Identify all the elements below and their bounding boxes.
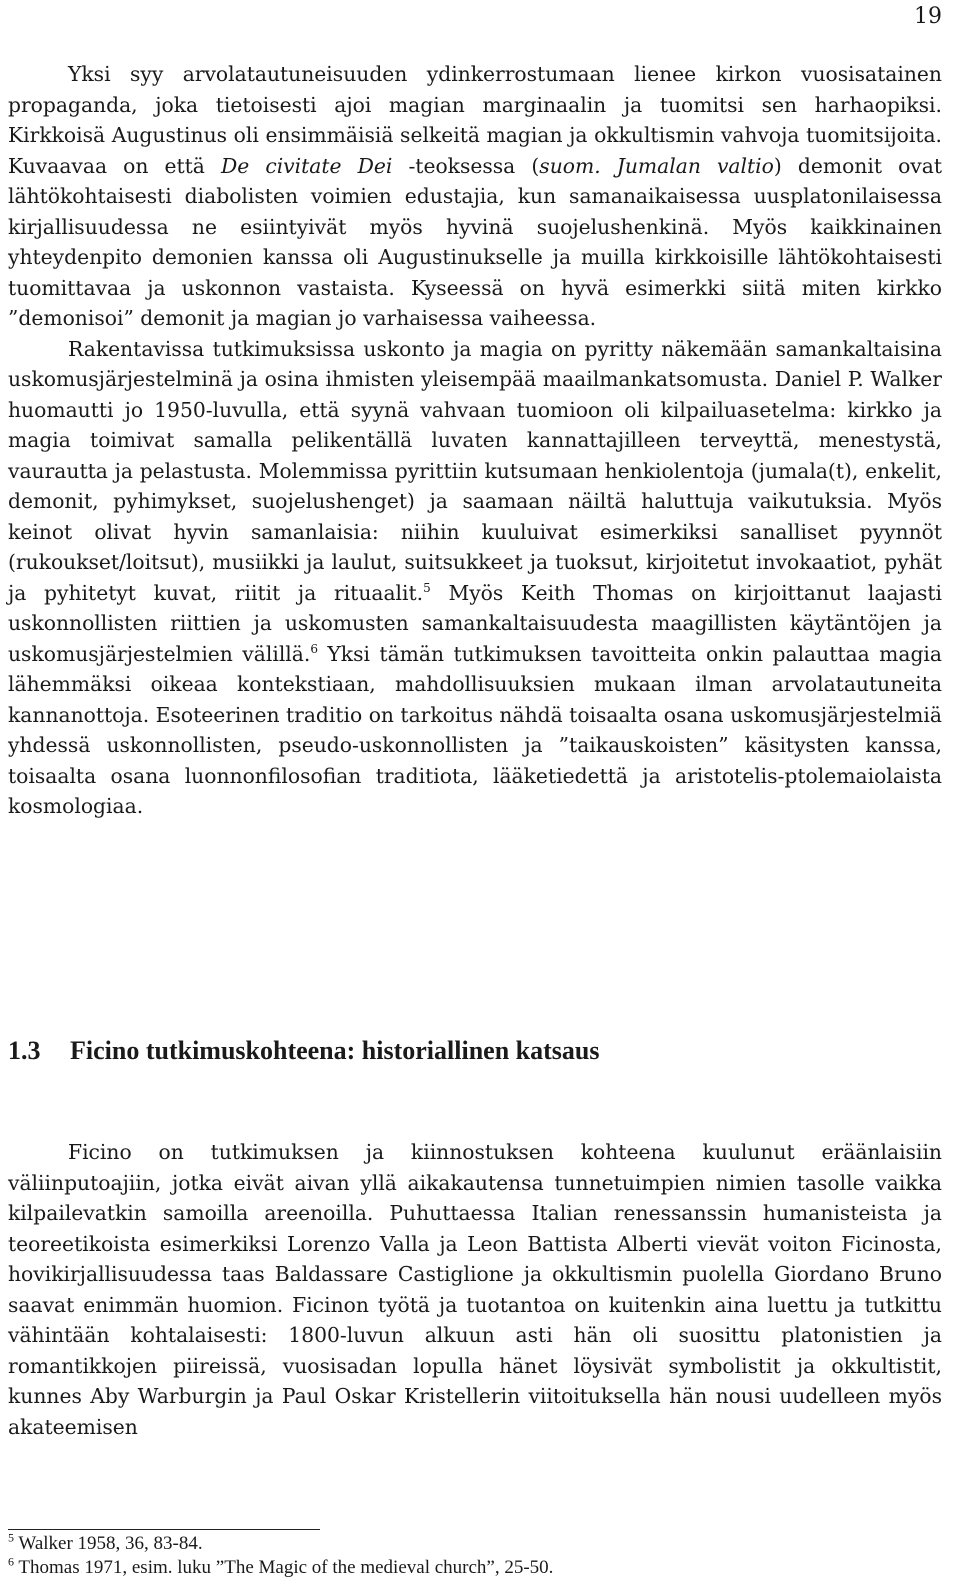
- italic-text: De civitate Dei: [220, 153, 393, 178]
- footnotes: [8, 1532, 553, 1580]
- page-number: 19: [914, 4, 942, 29]
- footnote-number: 5: [8, 1530, 14, 1545]
- footnote: [8, 1532, 553, 1556]
- footnote-text: Thomas 1971, esim. luku ”The Magic of the medieval church”, 25-50.: [14, 1557, 554, 1578]
- paragraph: [8, 1137, 942, 1442]
- section-title: Ficino tutkimuskohteena: historiallinen katsaus: [70, 1036, 600, 1065]
- text-run: -teoksessa (: [392, 153, 540, 178]
- section-heading: [8, 1036, 599, 1066]
- footnote: [8, 1556, 553, 1580]
- section-body-text-2: [8, 1137, 942, 1442]
- paragraph: [8, 334, 942, 822]
- italic-text: suom. Jumalan valtio: [539, 153, 774, 178]
- text-run: Ficino on tutkimuksen ja kiinnostuksen kohteena kuulunut eräänlaisiin väliinputoajiin, jotka eivät aivan yllä aikakautensa tunnetuimpien nimien tasolle vaikka kilpailevatkin samoilla areenoilla. Puhuttaessa Italian renessanssin humanisteista ja teoreetikoista esimerkiksi Lorenzo Valla ja Leon Battista Alberti vievät voiton Ficinosta, hovikirjallisuudessa taas Baldassare Castiglione ja okkultismin puolella Giordano Bruno saavat enimmän huomion. Ficinon työtä ja tuotantoa on kuitenkin aina luettu ja tutkittu vähintään kohtalaisesti: 1800-luvun alkuun asti hän oli suosittu platonistien ja romantikkojen piireissä, vuosisadan lopulla hänet löysivät symbolistit ja okkultistit, kunnes Aby Warburgin ja Paul Oskar Kristellerin viitoituksella hän nousi uudelleen myös akateemisen: [8, 1140, 942, 1439]
- footnote-ref: 6: [310, 641, 318, 656]
- paragraph: [8, 59, 942, 334]
- section-number: 1.3: [8, 1036, 41, 1065]
- text-run: Yksi tämän tutkimuksen tavoitteita onkin palauttaa magia lähemmäksi oikeaa kontekstiaan, mahdollisuuksien mukaan ilman arvolatautuneita kannanottoja. Esoteerinen traditio on tarkoitus nähdä toisaalta osana uskomusjärjestelmiä yhdessä uskonnollisten, pseudo-uskonnollisten ja ”taikauskoisten” käsitysten kanssa, toisaalta osana luonnonfilosofian traditiota, lääketiedettä ja aristotelis-ptolemaiolaista kosmologiaa.: [8, 641, 943, 818]
- footnote-ref: 5: [423, 580, 431, 595]
- footnote-divider: [8, 1529, 320, 1530]
- text-run: Rakentavissa tutkimuksissa uskonto ja magia on pyritty näkemään samankaltaisina uskomusjärjestelminä ja osina ihmisten yleisempää maailmankatsomusta. Daniel P. Walker huomautti jo 1950-luvulla, että syynä vahvaan tuomioon oli kilpailuasetelma: kirkko ja magia toimivat samalla pelikentällä luvaten kannattajilleen terveyttä, menestystä, vaurautta ja pelastusta. Molemmissa pyrittiin kutsumaan henkiolentoja (jumala(t), enkelit, demonit, pyhimykset, suojelushenget) ja saamaan näiltä haluttuja vaikutuksia. Myös keinot olivat hyvin samanlaisia: niihin kuuluivat esimerkiksi sanalliset pyynnöt (rukoukset/loitsut), musiikki ja laulut, suitsukkeet ja tuoksut, kirjoitetut invokaatiot, pyhät ja pyhitetyt kuvat, riitit ja rituaalit.: [8, 336, 942, 605]
- text-run: Yksi syy arvolatautuneisuuden ydinkerrostumaan lienee kirkon vuosisatainen propaganda, joka tietoisesti ajoi magian marginaalin ja tuomitsi sen harhaopiksi. Kirkkoisä Augustinus oli ensimmäisiä selkeitä magian ja okkultismin vahvoja tuomitsijoita. Kuvaavaa on että: [8, 62, 942, 178]
- text-run: ) demonit ovat lähtökohtaisesti diabolisten voimien edustajia, kun samanaikaisessa uusplatonilaisessa kirjallisuudessa ne esiintyivät myös hyvinä suojelushenkinä. Myös kaikkinainen yhteydenpito demonien kanssa oli Augustinukselle ja muilla kirkkoisille lähtökohtaisesti tuomittavaa ja uskonnon vastaista. Kyseessä on hyvä esimerkki siitä miten kirkko ”demonisoi” demonit ja magian jo varhaisessa vaiheessa.: [8, 153, 942, 330]
- footnote-number: 6: [8, 1554, 14, 1569]
- text-run: Myös Keith Thomas on kirjoittanut laajasti uskonnollisten riittien ja uskomusten samankaltaisuudesta maagillisten käytäntöjen ja uskomusjärjestelmien välillä.: [8, 580, 942, 666]
- footnote-text: Walker 1958, 36, 83-84.: [14, 1533, 203, 1554]
- section-body-text: [8, 59, 942, 822]
